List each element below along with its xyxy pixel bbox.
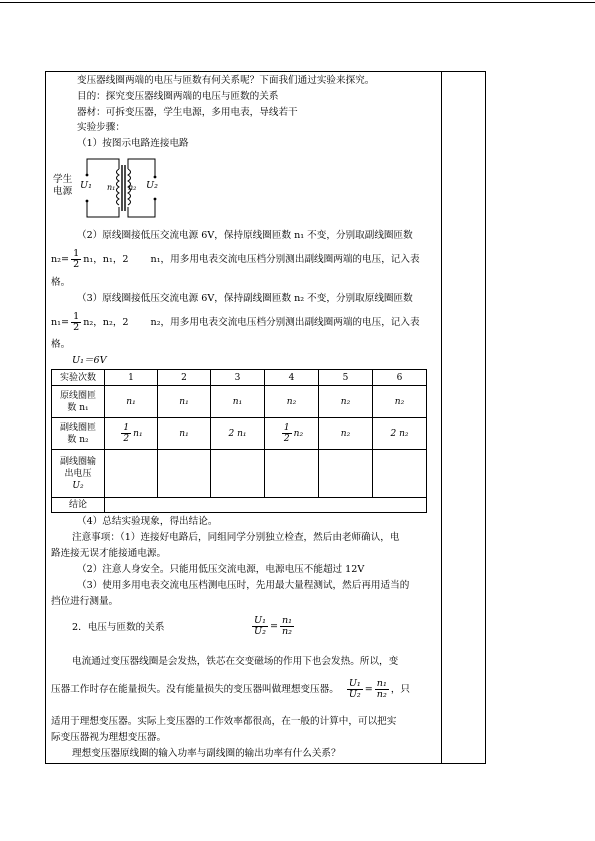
notes-line-4: （3）使用多用电表交流电压档测电压时，先用最大量程测试，然后再用适当的 <box>77 580 410 591</box>
formula-equals: = <box>269 621 278 632</box>
step-2-frac-den: 2 <box>73 259 80 270</box>
table-cell <box>105 418 158 450</box>
table-row-output <box>52 450 427 498</box>
step-1-text: （1）按图示电路连接电路 <box>77 138 189 149</box>
step-3-tail: n₂，用多用电表交流电压档分别测出副线圈两端的电压，记入表 <box>150 317 420 328</box>
para-line-2 <box>51 676 410 704</box>
step-2-line-2 <box>51 248 420 272</box>
notes-line-1: 注意事项：（1）连接好电路后，同组同学分别独立检查，然后由老师确认，电 <box>72 532 400 543</box>
table-row-secondary <box>52 418 427 450</box>
step-3-line-1: （3）原线圈接低压交流电源 6V，保持副线圈匝数 n₂ 不变，分别取原线圈匝数 <box>77 293 413 304</box>
table-cell-empty <box>211 450 265 498</box>
table-cell: n₂ <box>319 386 373 418</box>
right-terminal-top <box>154 176 157 179</box>
row-label-primary <box>52 386 105 418</box>
experiment-table <box>51 369 427 513</box>
step-3-line-3: 格。 <box>51 339 71 350</box>
table-cell-empty <box>105 450 158 498</box>
formula-u2: U₂ <box>254 626 266 637</box>
table-cell-empty <box>265 450 319 498</box>
right-bottom-wire <box>128 199 155 217</box>
inline-n-ratio <box>375 679 389 700</box>
u1-label: U₁ <box>80 180 92 191</box>
row-label-output-3: U₂ <box>72 480 84 491</box>
left-top-wire <box>87 159 119 175</box>
step-2-prefix: n₂= <box>51 254 70 265</box>
n2-label: n₂ <box>128 183 137 192</box>
half-den: 2 <box>123 434 130 444</box>
header-cell: 2 <box>158 370 211 386</box>
step-2-line-1: （2）原线圈接低压交流电源 6V，保持原线圈匝数 n₁ 不变，分别取副线圈匝数 <box>77 230 413 241</box>
table-cell-empty <box>158 450 211 498</box>
table-cell <box>265 418 319 450</box>
header-cell: 5 <box>319 370 373 386</box>
formula-n2: n₂ <box>281 626 293 637</box>
half-den: 2 <box>283 434 290 444</box>
right-top-wire <box>128 159 155 177</box>
row-label-output <box>52 450 105 498</box>
primary-coil <box>117 169 120 205</box>
ratio-formula <box>250 612 296 642</box>
question-text: 理想变压器原线圈的输入功率与副线圈的输出功率有什么关系？ <box>72 748 341 759</box>
inline-u1: U₁ <box>348 678 361 689</box>
table-row-conclusion <box>52 498 427 513</box>
table-header-row <box>52 370 427 386</box>
half-num: 1 <box>283 423 290 433</box>
para-line-2-tail: ，只 <box>390 684 411 695</box>
para-line-3: 适用于理想变压器。实际上变压器的工作效率都很高，在一般的计算中，可以把实 <box>51 716 397 727</box>
header-cell: 1 <box>105 370 158 386</box>
u2-label: U₂ <box>146 180 158 191</box>
row-label-primary-2: 数 n₁ <box>67 402 89 413</box>
step-3-frac-num: 1 <box>73 311 80 322</box>
formula-n1: n₁ <box>281 615 293 626</box>
step-3-half-fraction <box>71 312 81 333</box>
notes-line-5: 挡位进行测量。 <box>51 596 119 607</box>
para-line-4: 际变压器视为理想变压器。 <box>51 732 167 743</box>
step-4-text: （4）总结实验现象，得出结论。 <box>77 516 218 527</box>
right-terminal-bottom <box>154 198 157 201</box>
step-2-line-3: 格。 <box>51 277 71 288</box>
table-cell-empty <box>373 450 427 498</box>
source-label-1: 学生 <box>53 174 73 185</box>
row-label-conclusion: 结论 <box>52 498 105 513</box>
step-2-frac-num: 1 <box>73 248 80 259</box>
n-ratio-fraction <box>280 616 294 637</box>
step-3-frac-den: 2 <box>73 322 80 333</box>
table-cell: 2 n₁ <box>211 418 265 450</box>
left-terminal-bottom <box>86 200 89 203</box>
half-fraction <box>121 423 131 444</box>
purpose-text: 目的：探究变压器线圈两端的电压与匝数的关系 <box>77 91 279 102</box>
table-cell: n₁ <box>105 386 158 418</box>
u-ratio-fraction <box>252 616 268 637</box>
page-top-rule <box>0 2 595 3</box>
left-terminal-top <box>86 174 89 177</box>
inline-u-ratio <box>347 679 363 700</box>
step-2-half-fraction <box>71 249 81 270</box>
table-cell: n₂ <box>265 386 319 418</box>
left-bottom-wire <box>87 201 119 217</box>
table-cell: n₂ <box>373 386 427 418</box>
formula-u1: U₁ <box>254 615 266 626</box>
half-num: 1 <box>123 423 130 433</box>
notes-line-2: 路连接无误才能接通电源。 <box>51 548 167 559</box>
n1-label: n₁ <box>107 183 116 192</box>
materials-text: 器材：可拆变压器，学生电源，多用电表，导线若干 <box>77 107 298 118</box>
section-2-title: 2．电压与匝数的关系 <box>72 622 165 633</box>
table-cell: n₁ <box>158 418 211 450</box>
cell-value: n₁ <box>133 429 143 439</box>
table-cell: n₁ <box>158 386 211 418</box>
step-2-tail: n₁，用多用电表交流电压档分别测出副线圈两端的电压，记入表 <box>150 254 420 265</box>
row-label-primary-1: 原线圈匝 <box>59 390 96 401</box>
table-cell: n₁ <box>211 386 265 418</box>
row-label-secondary-1: 副线圈匝 <box>59 422 96 433</box>
inline-equals: = <box>364 684 373 695</box>
cell-value: n₂ <box>293 429 304 439</box>
inline-n2: n₂ <box>376 689 387 700</box>
inline-u2: U₂ <box>348 689 361 700</box>
table-row-primary <box>52 386 427 418</box>
row-label-secondary <box>52 418 105 450</box>
header-cell: 3 <box>211 370 265 386</box>
header-cell: 4 <box>265 370 319 386</box>
step-3-prefix: n₁= <box>51 317 70 328</box>
table-cell-empty <box>319 450 373 498</box>
table-cell: n₂ <box>319 418 373 450</box>
header-cell: 实验次数 <box>52 370 105 386</box>
u1-value-label: U₁＝6V <box>72 355 107 366</box>
para-line-1: 电流通过变压器线圈是会发热，铁芯在交变磁场的作用下也会发热。所以，变 <box>72 656 399 667</box>
row-label-secondary-2: 数 n₂ <box>67 434 89 445</box>
column-divider <box>441 71 442 764</box>
conclusion-cell <box>105 498 427 513</box>
step-3-line-2 <box>51 311 420 335</box>
half-fraction <box>282 423 292 444</box>
notes-line-3: （2）注意人身安全。只能用低压交流电源，电源电压不能超过 12V <box>77 564 365 575</box>
intro-text: 变压器线圈两端的电压与匝数有何关系呢？下面我们通过实验来探究。 <box>77 75 375 86</box>
header-cell: 6 <box>373 370 427 386</box>
step-3-mid: n₂，n₂，2 <box>83 317 129 328</box>
step-2-mid: n₁，n₁，2 <box>83 254 129 265</box>
inline-n1: n₁ <box>376 678 387 689</box>
row-label-output-2: 出电压 <box>64 468 92 479</box>
table-cell: 2 n₂ <box>373 418 427 450</box>
source-label-2: 电源 <box>53 186 73 197</box>
row-label-output-1: 副线圈输 <box>59 456 96 467</box>
para-line-2-text: 压器工作时存在能量损失。没有能量损失的变压器叫做理想变压器。 <box>51 684 339 695</box>
steps-title: 实验步骤： <box>77 122 125 133</box>
